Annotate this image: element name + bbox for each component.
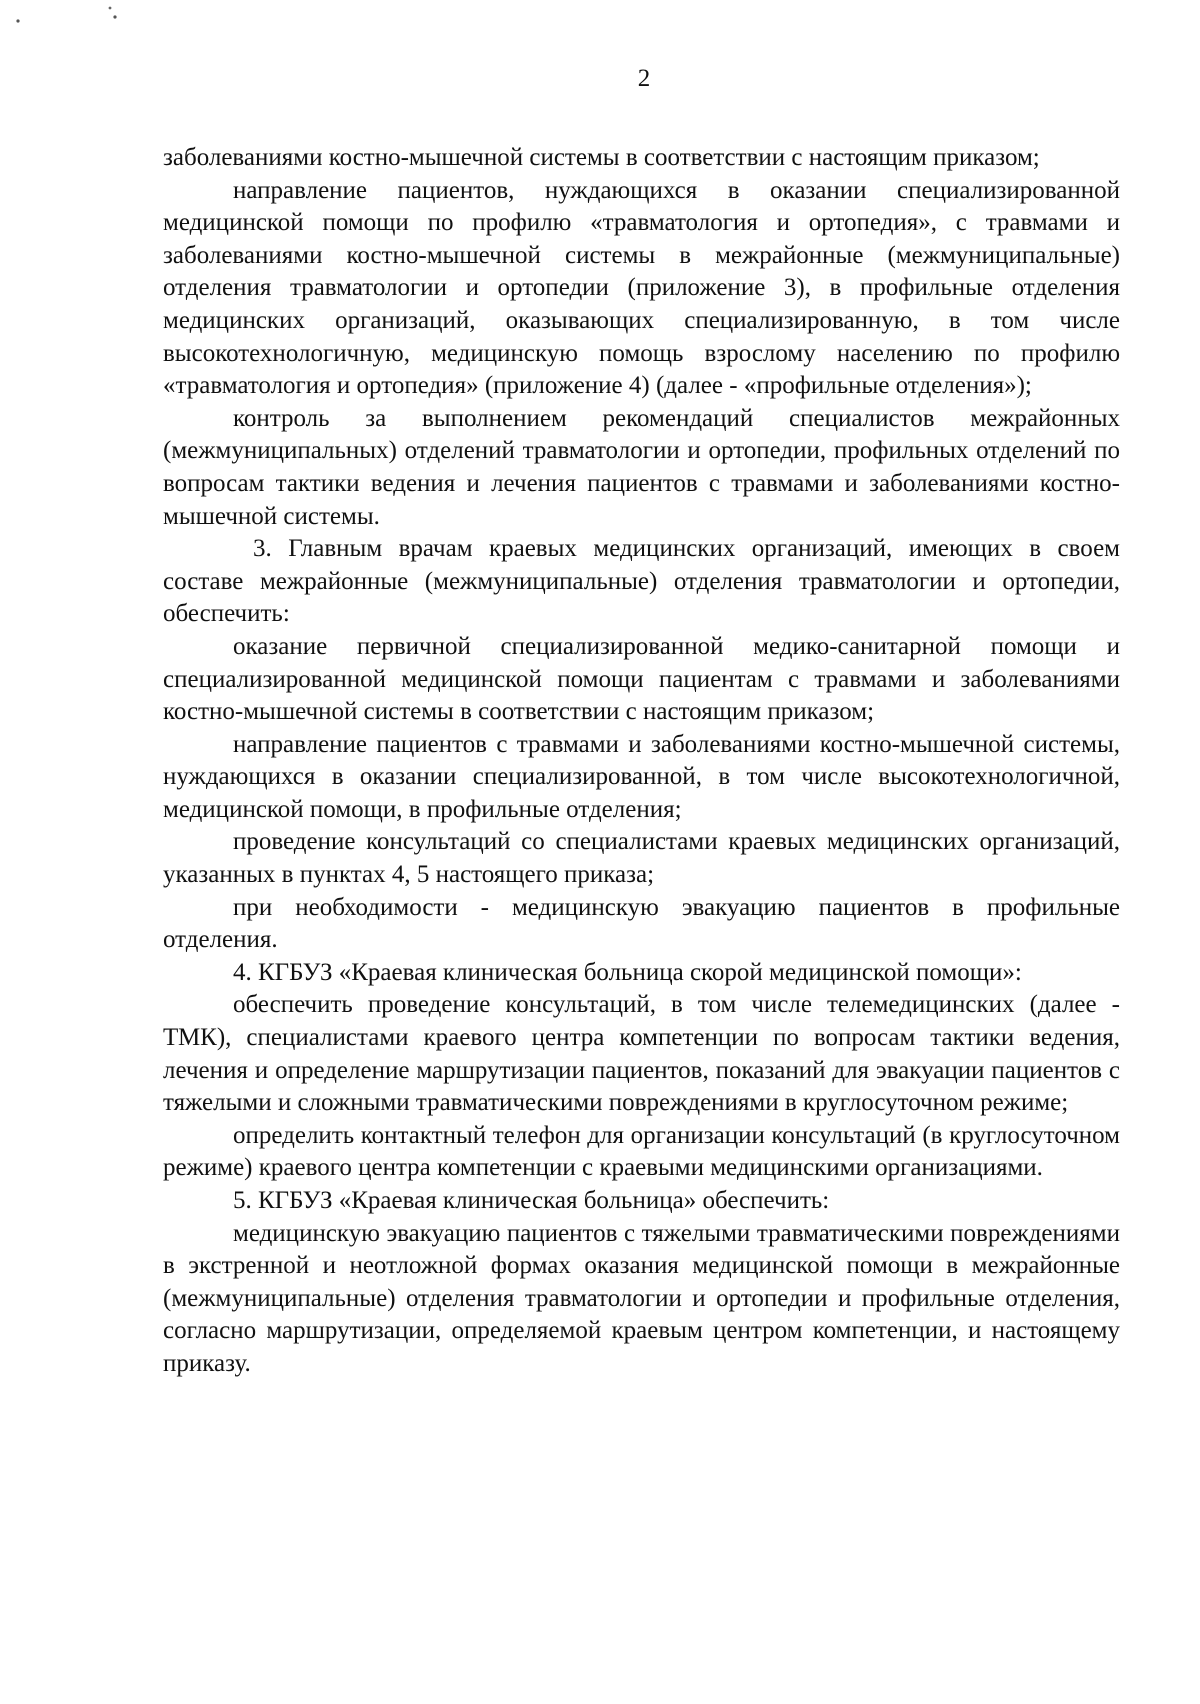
document-body xyxy=(163,142,1120,1381)
paragraph-primary-care: оказание первичной специализированной медико-санитарной помощи и специализированной медицинской помощи пациентам с травмами и заболеваниями костно-мышечной системы в соответствии с настоящим приказом; xyxy=(163,632,1120,726)
paragraph-control-recommendations: контроль за выполнением рекомендаций специалистов межрайонных (межмуниципальных) отделений травматологии и ортопедии, профильных отделений по вопросам тактики ведения и лечения пациентов с травмами и заболеваниями костно-мышечной системы. xyxy=(163,404,1120,530)
paragraph-referral-specialized: направление пациентов, нуждающихся в оказании специализированной медицинской помощи по профилю «травматология и ортопедия», с травмами и заболеваниями костно-мышечной системы в межрайонные (межмуниципальные) отделения травматологии и ортопедии (приложение 3), в профильные отделения медицинских организаций, оказывающих специализированную, в том числе высокотехнологичную, медицинскую помощь взрослому населению по профилю «травматология и ортопедия» (приложение 4) (далее - «профильные отделения»); xyxy=(163,176,1120,400)
scan-specks xyxy=(0,0,140,40)
paragraph-item-5: 5. КГБУЗ «Краевая клиническая больница» обеспечить: xyxy=(233,1187,830,1214)
paragraph-item-4: 4. КГБУЗ «Краевая клиническая больница скорой медицинской помощи»: xyxy=(233,958,1022,986)
paragraph-referral-high-tech: направление пациентов с травмами и заболеваниями костно-мышечной системы, нуждающихся в оказании специализированной, в том числе высокотехнологичной, медицинской помощи, в профильные отделения; xyxy=(163,730,1120,823)
paragraph-evacuation: при необходимости - медицинскую эвакуацию пациентов в профильные отделения. xyxy=(163,893,1120,954)
paragraph-continuation: заболеваниями костно-мышечной системы в соответствии с настоящим приказом; xyxy=(163,144,1040,171)
page-number: 2 xyxy=(637,65,651,92)
paragraph-medical-evacuation: медицинскую эвакуацию пациентов с тяжелыми травматическими повреждениями в экстренной и неотложной формах оказания медицинской помощи в межрайонные (межмуниципальные) отделения травматологии и ортопедии и профильные отделения, согласно маршрутизации, определяемой краевым центром компетенции, и настоящему приказу. xyxy=(163,1219,1120,1377)
paragraph-telemedicine: обеспечить проведение консультаций, в том числе телемедицинских (далее - ТМК), специалистами краевого центра компетенции по вопросам тактики ведения, лечения и определение маршрутизации пациентов, показаний для эвакуации пациентов с тяжелыми и сложными травматическими повреждениями в круглосуточном режиме; xyxy=(163,991,1120,1117)
paragraph-item-3: 3. Главным врачам краевых медицинских организаций, имеющих в своем составе межрайонные (межмуниципальные) отделения травматологии и ортопедии, обеспечить: xyxy=(163,535,1120,628)
paragraph-consultations: проведение консультаций со специалистами краевых медицинских организаций, указанных в пунктах 4, 5 настоящего приказа; xyxy=(163,828,1120,889)
paragraph-contact-phone: определить контактный телефон для организации консультаций (в круглосуточном режиме) краевого центра компетенции с краевыми медицинскими организациями. xyxy=(163,1121,1120,1182)
